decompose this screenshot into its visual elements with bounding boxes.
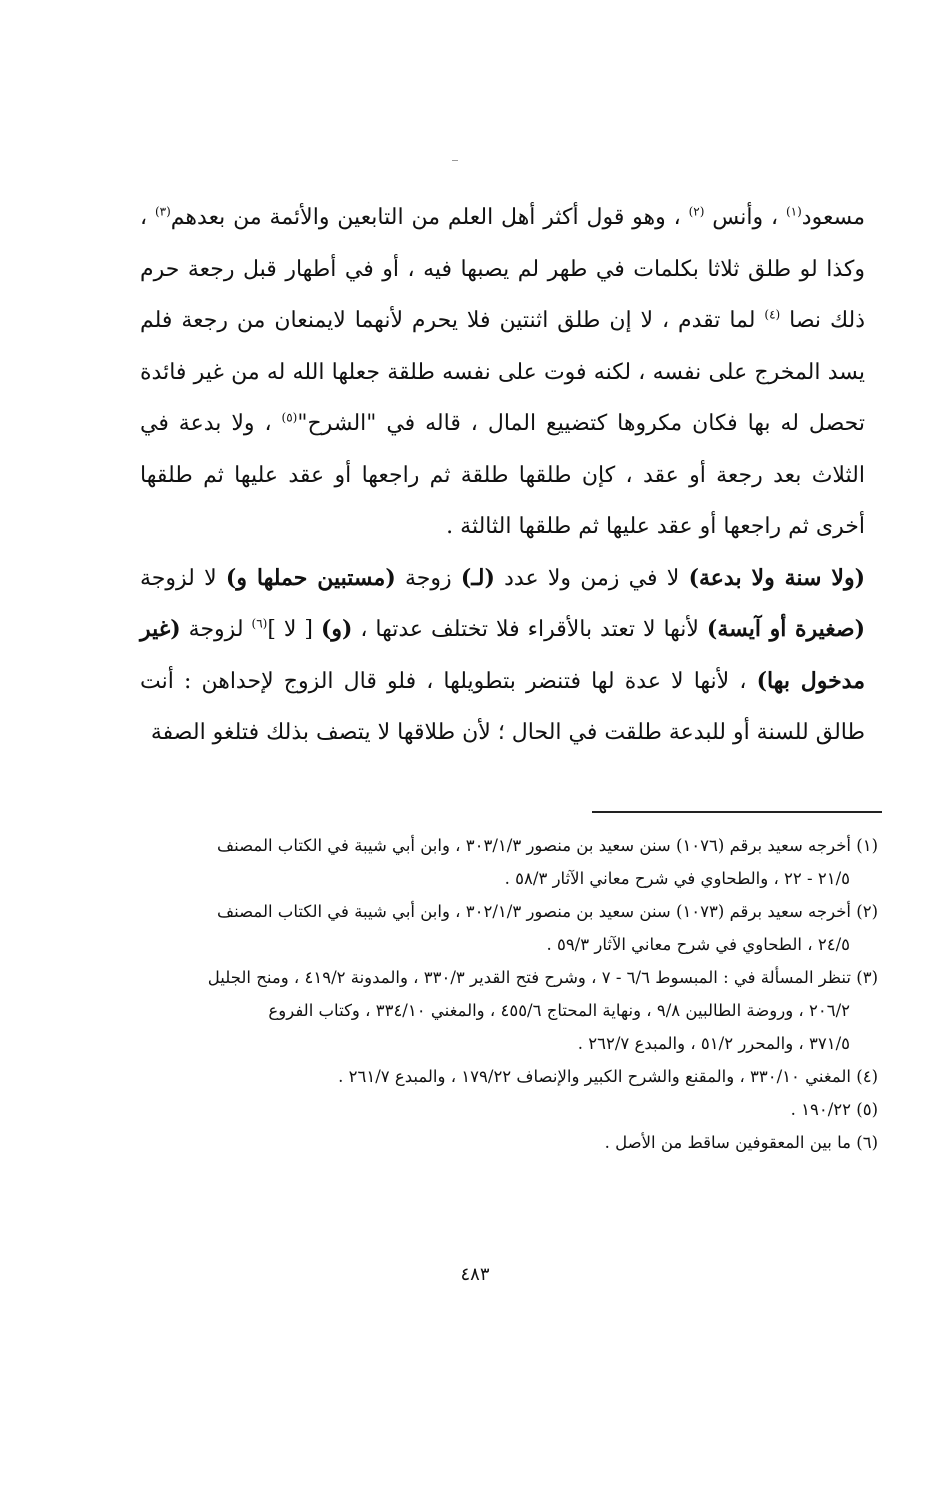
- footnote-4: [140, 1060, 878, 1093]
- footnote-1: [140, 829, 878, 895]
- text-span: لما تقدم ، لا إن طلق اثنتين فلا يحرم لأنهما لايمنعان من رجعة فلم يسد المخرج على نفسه ، لكنه فوت على نفسه طلقة جعلها الله له من غير فائدة تحصل له بها فكان مكروها كتضييع المال ، قاله في "الشرح": [140, 308, 866, 436]
- text-span: ، وأنس: [704, 205, 786, 230]
- footnote-5: [140, 1093, 878, 1126]
- footnote-number: (٥): [856, 1100, 878, 1119]
- footnote-number: (١): [856, 836, 878, 855]
- footnotes: [140, 829, 878, 1159]
- top-mark: [452, 160, 458, 161]
- footnote-ref-4[interactable]: (٤): [764, 307, 781, 322]
- text-span: لزوجة: [180, 617, 252, 642]
- footnote-text: ١٩٠/٢٢ .: [790, 1100, 851, 1119]
- footnote-ref-2[interactable]: (٢): [688, 204, 705, 219]
- footnote-text: تنظر المسألة في : المبسوط ٦/٦ - ٧ ، وشرح فتح القدير ٣٣٠/٣ ، والمدونة ٤١٩/٢ ، ومنح الجليل: [207, 968, 851, 987]
- footnote-number: (٣): [856, 968, 878, 987]
- footnote-ref-3[interactable]: (٣): [154, 204, 171, 219]
- footnote-ref-5[interactable]: (٥): [281, 410, 298, 425]
- footnote-6: [140, 1126, 878, 1159]
- paragraph-1: [140, 192, 865, 553]
- text-span: ، لأنها لا عدة لها فتنضر بتطويلها ، فلو قال الزوج لإحداهن : أنت طالق للسنة أو للبدعة طلقت في الحال ؛ لأن طلاقها لا يتصف بذلك فتلغو الصفة: [140, 668, 865, 745]
- text-span: ، ولا بدعة في الثلاث بعد رجعة أو عقد ، كإن طلقها طلقة ثم راجعها أو عقد عليها ثم طلقها أخرى ثم راجعها أو عقد عليها ثم طلقها الثالثة .: [140, 411, 865, 539]
- footnote-2: [140, 895, 878, 961]
- footnote-text: أخرجه سعيد برقم (١٠٧٦) سنن سعيد بن منصور ٣٠٣/١/٣ ، وابن أبي شيبة في الكتاب المصنف: [217, 836, 851, 855]
- footnote-text: المغني ٣٣٠/١٠ ، والمقنع والشرح الكبير والإنصاف ١٧٩/٢٢ ، والمبدع ٢٦١/٧ .: [338, 1067, 851, 1086]
- footnote-text: ٣٧١/٥ ، والمحرر ٥١/٢ ، والمبدع ٢٦٢/٧ .: [577, 1034, 850, 1053]
- text-span: لأنها لا تعتد بالأقراء فلا تختلف عدتها ،: [352, 617, 707, 642]
- footnote-text: ٢٤/٥ ، الطحاوي في شرح معاني الآثار ٥٩/٣ .: [546, 935, 850, 954]
- text-span: مسعود: [801, 205, 865, 230]
- main-text: [140, 192, 865, 759]
- page-number: ٤٨٣: [460, 1264, 490, 1285]
- bold-term: (صغيرة أو آيسة): [706, 616, 865, 642]
- footnote-text: أخرجه سعيد برقم (١٠٧٣) سنن سعيد بن منصور ٣٠٢/١/٣ ، وابن أبي شيبة في الكتاب المصنف: [217, 902, 851, 921]
- footnote-ref-6[interactable]: (٦): [251, 616, 268, 631]
- bold-term: (ولا سنة ولا بدعة): [688, 564, 865, 591]
- footnote-text: ٢١/٥ - ٢٢ ، والطحاوي في شرح معاني الآثار ٥٨/٣ .: [504, 869, 850, 888]
- bold-term: (و): [320, 616, 353, 642]
- bold-term: (غير مدخول بها): [140, 616, 865, 694]
- text-span: ، وكذا لو طلق ثلاثا بكلمات في طهر لم يصبها فيه ، أو في أطهار قبل رجعة حرم ذلك نصا: [140, 205, 865, 333]
- footnote-3: [140, 961, 878, 1060]
- footnote-ref-1[interactable]: (١): [785, 204, 802, 219]
- text-span: زوجة: [395, 565, 461, 591]
- footnote-number: (٤): [856, 1067, 878, 1086]
- footnote-separator: [592, 811, 882, 813]
- text-span: لا لزوجة: [140, 565, 226, 591]
- footnote-text: ٢٠٦/٢ ، وروضة الطالبين ٩/٨ ، ونهاية المحتاج ٤٥٥/٦ ، والمغني ٣٣٤/١٠ ، وكتاب الفروع: [268, 1001, 850, 1020]
- footnote-text: ما بين المعقوفين ساقط من الأصل .: [604, 1133, 851, 1152]
- bold-term: (لـ): [460, 564, 495, 591]
- text-span: [ لا ]: [267, 617, 321, 642]
- text-span: لا في زمن ولا عدد: [494, 565, 689, 591]
- footnote-number: (٢): [856, 902, 878, 921]
- bold-term: (مستبين حملها و): [225, 564, 396, 591]
- text-span: ، وهو قول أكثر أهل العلم من التابعين والأئمة من بعدهم: [170, 205, 689, 230]
- paragraph-2: [140, 553, 865, 759]
- footnote-number: (٦): [856, 1133, 878, 1152]
